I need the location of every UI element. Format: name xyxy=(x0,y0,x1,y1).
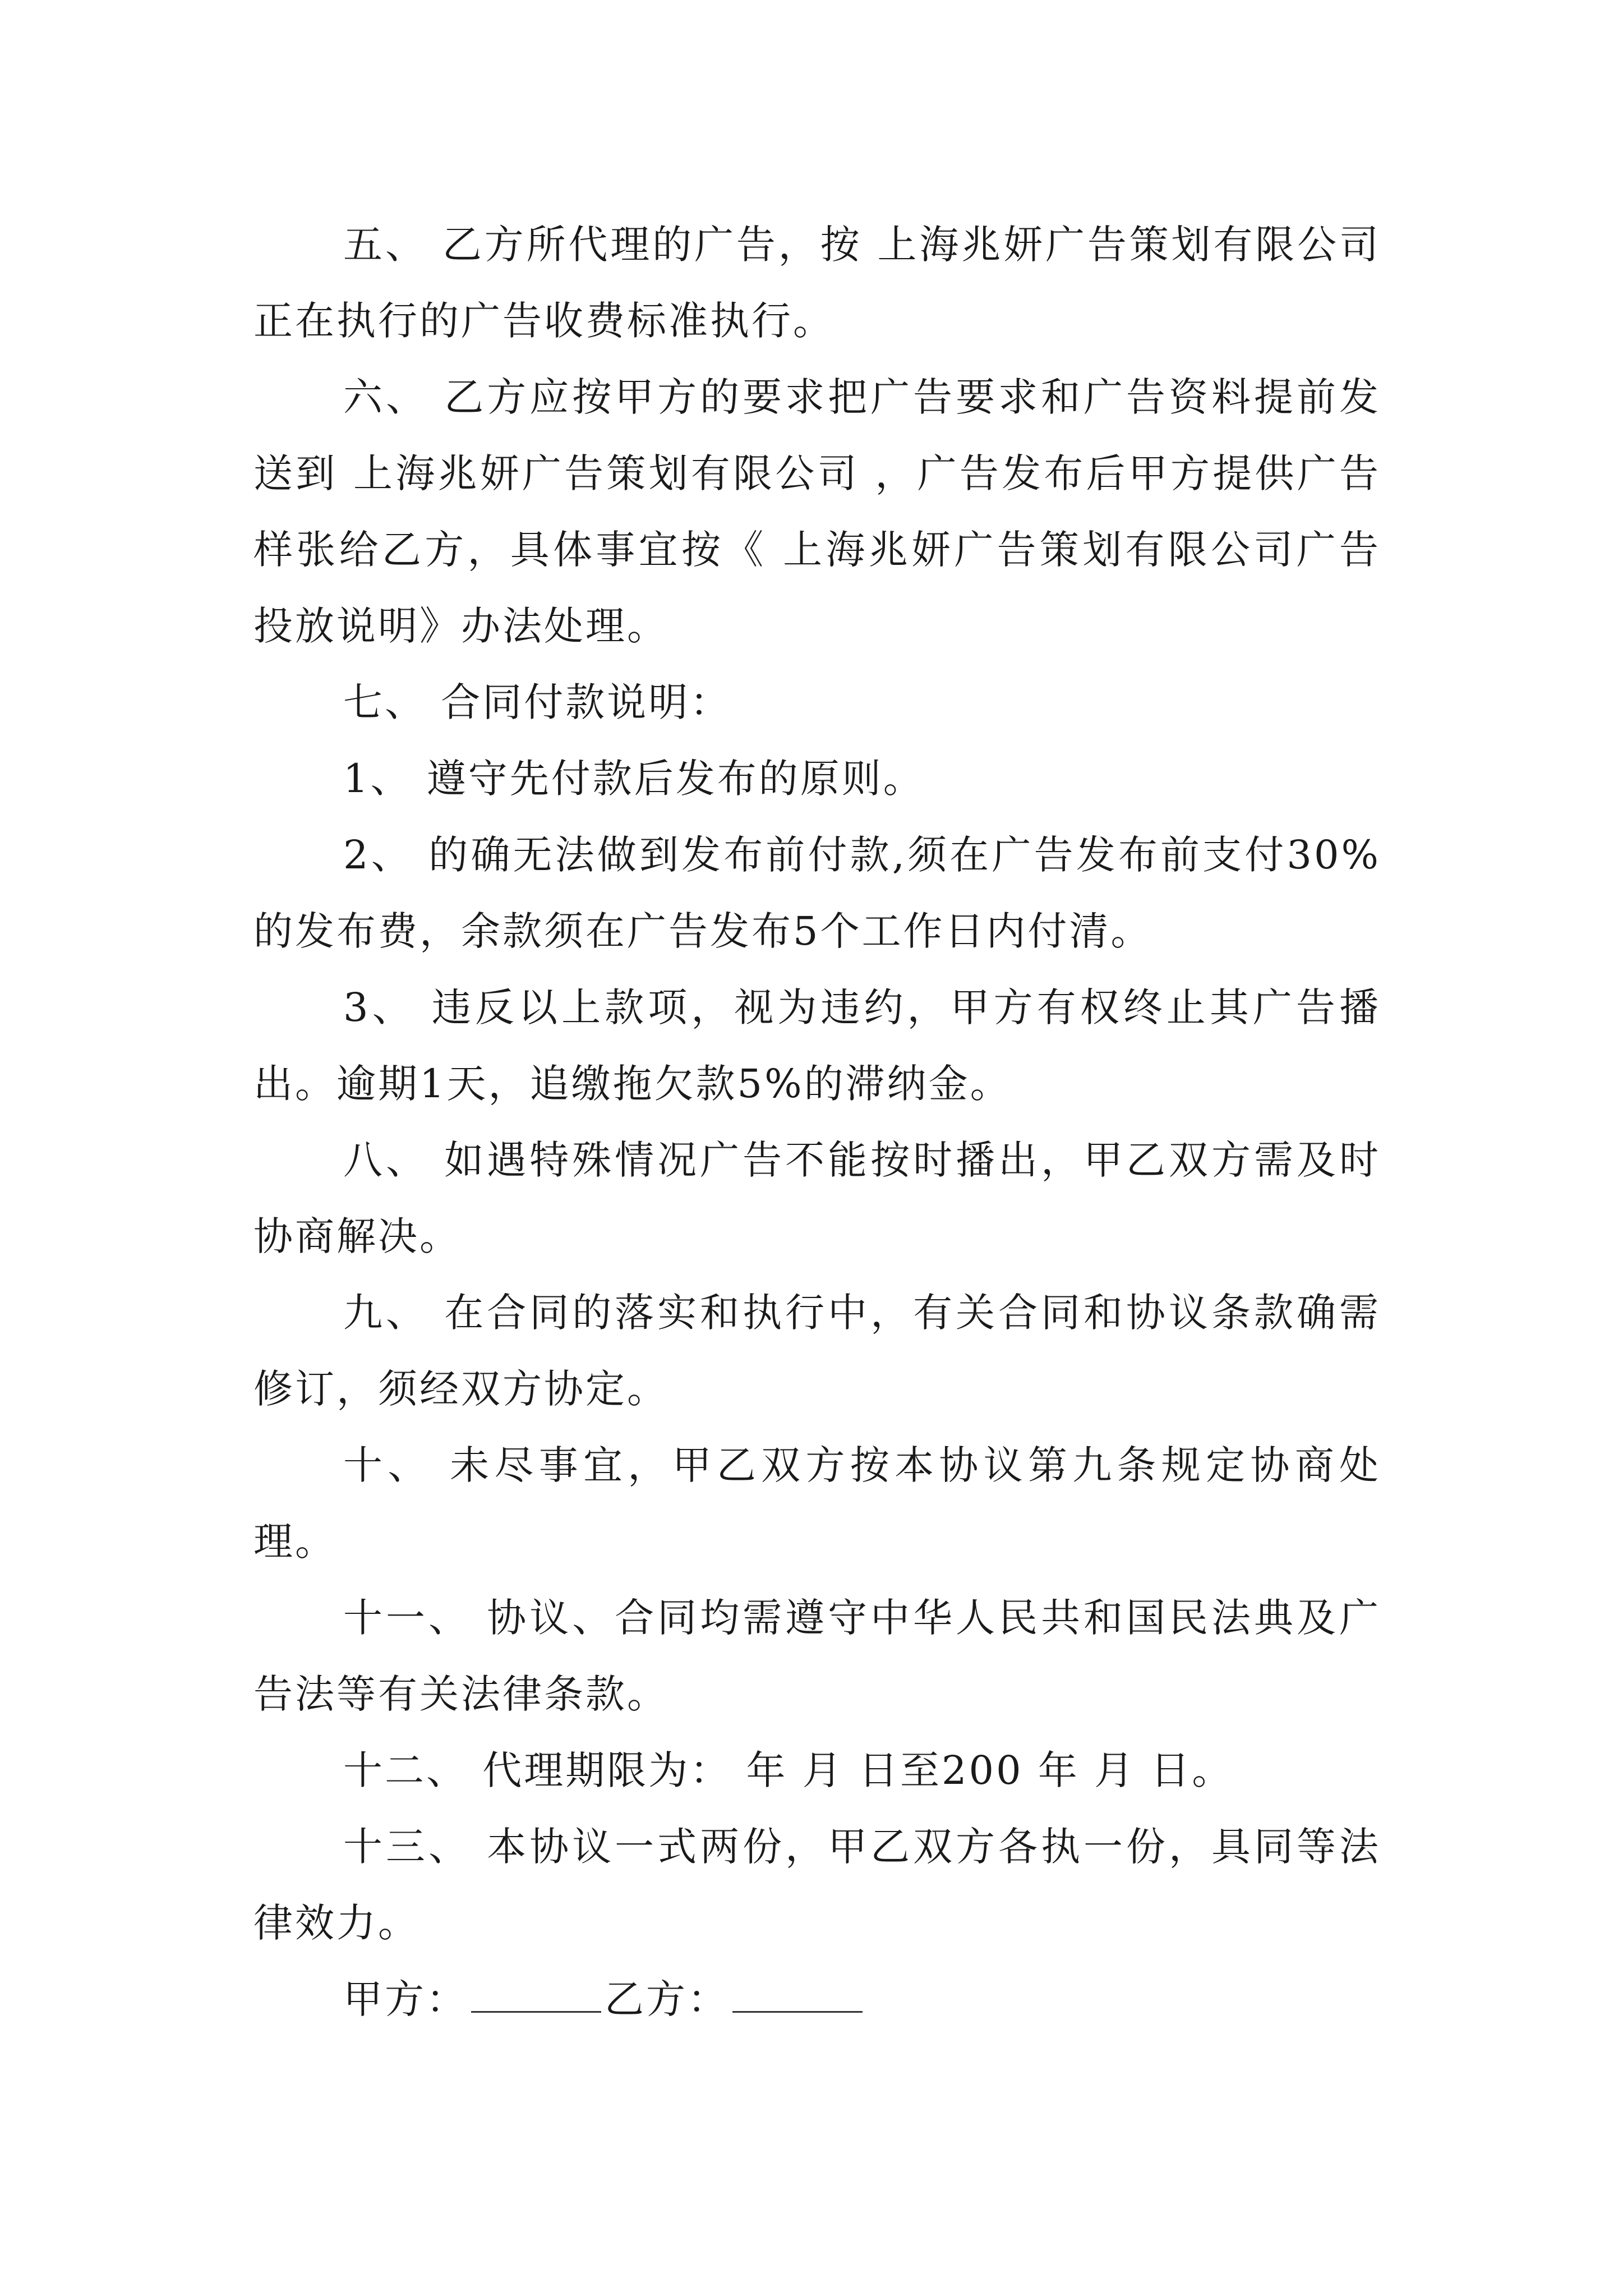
clause-8: 八、 如遇特殊情况广告不能按时播出，甲乙双方需及时协商解决。 xyxy=(253,1137,1381,1259)
clause-5: 五、 乙方所代理的广告，按 上海兆妍广告策划有限公司 正在执行的广告收费标准执行。 xyxy=(253,222,1381,344)
party-b-signature-blank xyxy=(732,1977,863,2013)
clause-10: 十、 未尽事宜，甲乙双方按本协议第九条规定协商处理。 xyxy=(253,1442,1381,1565)
clause-9: 九、 在合同的落实和执行中，有关合同和协议条款确需修订，须经双方协定。 xyxy=(253,1290,1381,1412)
party-a-signature-blank xyxy=(471,1977,601,2013)
signature-line xyxy=(253,1961,1381,2037)
clause-7-item-3: 3、 违反以上款项，视为违约，甲方有权终止其广告播出。逾期1天，追缴拖欠款5%的滞纳金。 xyxy=(253,984,1381,1107)
clause-7-item-2: 2、 的确无法做到发布前付款,须在广告发布前支付30%的发布费，余款须在广告发布5个工作日内付清。 xyxy=(253,832,1381,954)
clause-6: 六、 乙方应按甲方的要求把广告要求和广告资料提前发送到 上海兆妍广告策划有限公司 ，广告发布后甲方提供广告样张给乙方，具体事宜按《 上海兆妍广告策划有限公司广告 投放说明》办法处理。 xyxy=(253,374,1381,649)
clause-12: 十二、 代理期限为： 年 月 日至200 年 月 日。 xyxy=(343,1747,1234,1793)
party-a-label: 甲方： xyxy=(343,1976,468,2022)
clause-13: 十三、 本协议一式两份，甲乙双方各执一份，具同等法律效力。 xyxy=(253,1824,1381,1946)
clause-11: 十一、 协议、合同均需遵守中华人民共和国民法典及广告法等有关法律条款。 xyxy=(253,1595,1381,1717)
clause-7-heading: 七、 合同付款说明： xyxy=(343,679,732,725)
contract-body xyxy=(253,206,1381,2037)
clause-7-item-1: 1、 遵守先付款后发布的原则。 xyxy=(343,756,925,802)
party-b-label: 乙方： xyxy=(605,1976,729,2022)
